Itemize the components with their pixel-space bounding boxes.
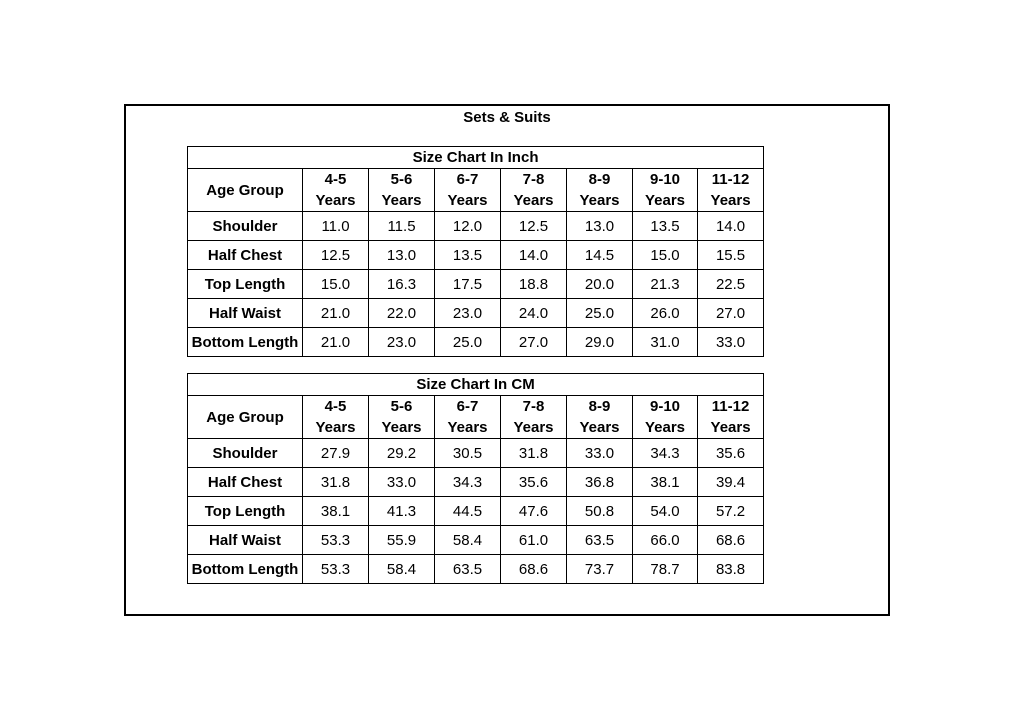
age-range: 8-9 [588, 398, 611, 415]
measurement-value: 55.9 [369, 526, 435, 555]
table-caption: Size Chart In Inch [188, 147, 764, 169]
age-unit: Years [644, 419, 686, 436]
measurement-value: 21.0 [303, 328, 369, 357]
measurement-value: 31.8 [501, 439, 567, 468]
measurement-value: 61.0 [501, 526, 567, 555]
measurement-value: 23.0 [435, 299, 501, 328]
measurement-value: 25.0 [435, 328, 501, 357]
measurement-value: 38.1 [303, 497, 369, 526]
measurement-value: 47.6 [501, 497, 567, 526]
age-column-header [633, 396, 698, 439]
measurement-value: 20.0 [567, 270, 633, 299]
table-row [188, 241, 764, 270]
measurement-label: Shoulder [188, 212, 303, 241]
measurement-value: 27.0 [698, 299, 764, 328]
measurement-value: 34.3 [633, 439, 698, 468]
table-row [188, 468, 764, 497]
age-unit: Years [315, 419, 356, 436]
measurement-value: 53.3 [303, 555, 369, 584]
age-unit: Years [513, 192, 554, 209]
measurement-value: 35.6 [501, 468, 567, 497]
measurement-value: 68.6 [501, 555, 567, 584]
measurement-value: 63.5 [567, 526, 633, 555]
measurement-value: 26.0 [633, 299, 698, 328]
measurement-label: Top Length [188, 497, 303, 526]
age-unit: Years [710, 192, 751, 209]
measurement-value: 18.8 [501, 270, 567, 299]
age-range: 6-7 [456, 398, 479, 415]
measurement-value: 29.0 [567, 328, 633, 357]
measurement-value: 25.0 [567, 299, 633, 328]
age-column-header [567, 169, 633, 212]
age-range: 7-8 [522, 398, 545, 415]
measurement-value: 13.5 [633, 212, 698, 241]
age-column-header [303, 169, 369, 212]
age-group-header: Age Group [188, 396, 303, 439]
measurement-value: 31.8 [303, 468, 369, 497]
measurement-value: 41.3 [369, 497, 435, 526]
age-column-header [369, 396, 435, 439]
measurement-value: 68.6 [698, 526, 764, 555]
measurement-value: 27.9 [303, 439, 369, 468]
measurement-value: 14.0 [698, 212, 764, 241]
measurement-value: 78.7 [633, 555, 698, 584]
measurement-value: 12.5 [501, 212, 567, 241]
age-range: 5-6 [390, 171, 413, 188]
measurement-value: 14.5 [567, 241, 633, 270]
header-row [188, 169, 764, 212]
age-range: 9-10 [649, 398, 681, 415]
table-row [188, 439, 764, 468]
measurement-value: 66.0 [633, 526, 698, 555]
measurement-value: 53.3 [303, 526, 369, 555]
measurement-label: Bottom Length [188, 328, 303, 357]
measurement-value: 39.4 [698, 468, 764, 497]
table-row [188, 497, 764, 526]
age-unit: Years [447, 419, 488, 436]
age-column-header [633, 169, 698, 212]
measurement-value: 11.0 [303, 212, 369, 241]
measurement-value: 83.8 [698, 555, 764, 584]
measurement-value: 57.2 [698, 497, 764, 526]
measurement-value: 15.0 [633, 241, 698, 270]
measurement-value: 30.5 [435, 439, 501, 468]
measurement-value: 33.0 [698, 328, 764, 357]
age-unit: Years [710, 419, 751, 436]
age-column-header [501, 169, 567, 212]
age-column-header [567, 396, 633, 439]
size-chart-inch-table [187, 146, 764, 357]
measurement-value: 13.5 [435, 241, 501, 270]
measurement-value: 27.0 [501, 328, 567, 357]
measurement-value: 73.7 [567, 555, 633, 584]
measurement-value: 21.3 [633, 270, 698, 299]
table-row [188, 526, 764, 555]
measurement-value: 36.8 [567, 468, 633, 497]
measurement-value: 23.0 [369, 328, 435, 357]
table-row [188, 299, 764, 328]
measurement-label: Half Chest [188, 468, 303, 497]
measurement-value: 13.0 [369, 241, 435, 270]
measurement-value: 35.6 [698, 439, 764, 468]
measurement-value: 16.3 [369, 270, 435, 299]
table-caption: Size Chart In CM [188, 374, 764, 396]
measurement-value: 15.5 [698, 241, 764, 270]
age-unit: Years [447, 192, 488, 209]
table-row [188, 328, 764, 357]
document-frame [124, 104, 890, 616]
measurement-value: 38.1 [633, 468, 698, 497]
measurement-label: Top Length [188, 270, 303, 299]
measurement-label: Bottom Length [188, 555, 303, 584]
measurement-value: 22.5 [698, 270, 764, 299]
age-column-header [303, 396, 369, 439]
header-row [188, 396, 764, 439]
measurement-value: 54.0 [633, 497, 698, 526]
age-unit: Years [381, 419, 422, 436]
age-range: 5-6 [390, 398, 413, 415]
measurement-value: 12.0 [435, 212, 501, 241]
measurement-value: 12.5 [303, 241, 369, 270]
age-column-header [435, 169, 501, 212]
age-range: 9-10 [649, 171, 681, 188]
measurement-value: 63.5 [435, 555, 501, 584]
measurement-label: Half Chest [188, 241, 303, 270]
measurement-value: 21.0 [303, 299, 369, 328]
age-unit: Years [579, 192, 620, 209]
table-row [188, 555, 764, 584]
age-range: 6-7 [456, 171, 479, 188]
age-range: 4-5 [324, 171, 347, 188]
measurement-value: 58.4 [369, 555, 435, 584]
age-range: 4-5 [324, 398, 347, 415]
measurement-value: 34.3 [435, 468, 501, 497]
age-range: 8-9 [588, 171, 611, 188]
age-column-header [698, 396, 764, 439]
measurement-value: 29.2 [369, 439, 435, 468]
measurement-value: 13.0 [567, 212, 633, 241]
measurement-value: 33.0 [369, 468, 435, 497]
table-row [188, 212, 764, 241]
age-column-header [698, 169, 764, 212]
age-column-header [435, 396, 501, 439]
age-unit: Years [381, 192, 422, 209]
measurement-label: Half Waist [188, 299, 303, 328]
measurement-label: Half Waist [188, 526, 303, 555]
age-range: 11-12 [711, 398, 750, 415]
table-row [188, 270, 764, 299]
measurement-value: 11.5 [369, 212, 435, 241]
age-group-header: Age Group [188, 169, 303, 212]
age-range: 7-8 [522, 171, 545, 188]
measurement-value: 31.0 [633, 328, 698, 357]
age-range: 11-12 [711, 171, 750, 188]
measurement-value: 14.0 [501, 241, 567, 270]
measurement-value: 17.5 [435, 270, 501, 299]
document-title: Sets & Suits [463, 109, 551, 126]
measurement-label: Shoulder [188, 439, 303, 468]
measurement-value: 50.8 [567, 497, 633, 526]
age-column-header [501, 396, 567, 439]
measurement-value: 22.0 [369, 299, 435, 328]
age-unit: Years [579, 419, 620, 436]
measurement-value: 33.0 [567, 439, 633, 468]
size-chart-cm-table [187, 373, 764, 584]
age-unit: Years [513, 419, 554, 436]
measurement-value: 15.0 [303, 270, 369, 299]
age-column-header [369, 169, 435, 212]
measurement-value: 44.5 [435, 497, 501, 526]
measurement-value: 24.0 [501, 299, 567, 328]
age-unit: Years [315, 192, 356, 209]
age-unit: Years [644, 192, 686, 209]
measurement-value: 58.4 [435, 526, 501, 555]
